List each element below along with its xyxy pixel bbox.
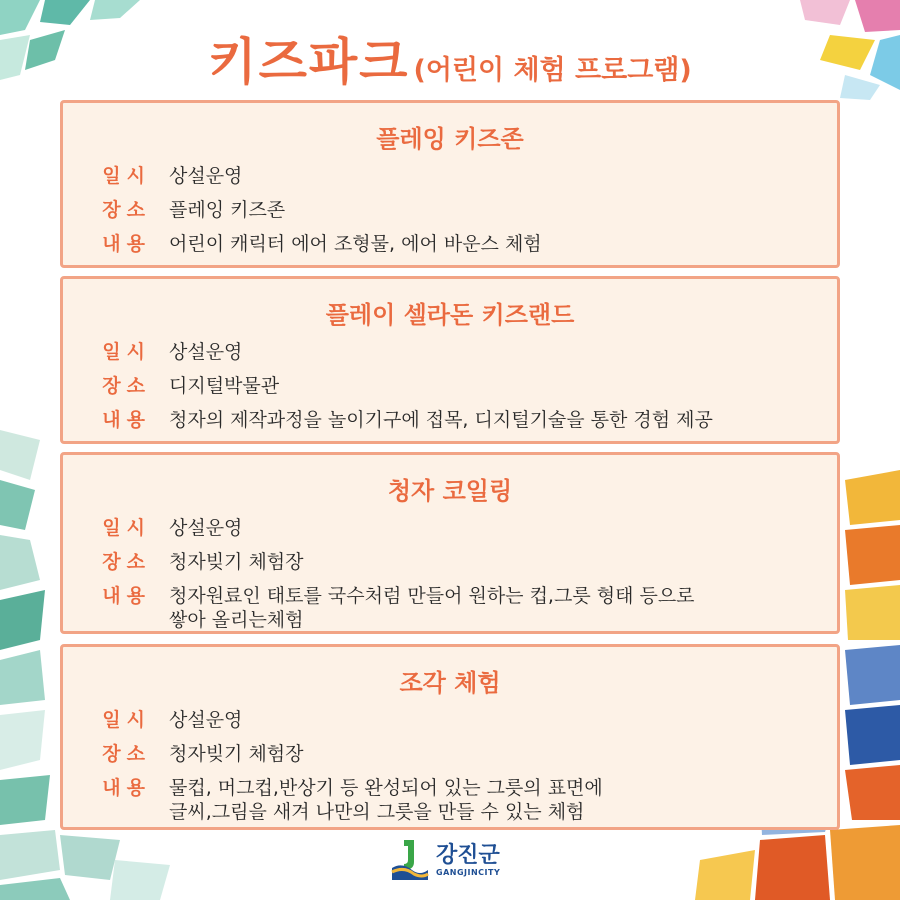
program-card-playing-kidszone xyxy=(60,100,840,268)
program-card-celadon-coiling xyxy=(60,452,840,634)
program-title: 조각 체험 xyxy=(399,669,501,697)
row-place xyxy=(63,550,837,574)
label-place: 장소 xyxy=(102,375,151,397)
value-content: 물컵, 머그컵,반상기 등 완성되어 있는 그릇의 표면에 글씨,그림을 새겨 나만의 그릇을 만들 수 있는 체험 xyxy=(169,777,603,823)
row-content xyxy=(63,408,837,432)
row-content xyxy=(63,232,837,256)
value-place: 청자빚기 체험장 xyxy=(169,743,304,765)
value-date: 상설운영 xyxy=(169,517,243,539)
label-place: 장소 xyxy=(102,551,151,573)
logo-name: 강진군 xyxy=(436,842,500,868)
label-date: 일시 xyxy=(102,517,151,539)
title-main: 키즈파크 xyxy=(208,33,410,91)
row-date xyxy=(63,708,837,732)
value-date: 상설운영 xyxy=(169,709,243,731)
value-place: 디지털박물관 xyxy=(169,375,280,397)
title-sub: (어린이 체험 프로그램) xyxy=(413,55,692,86)
label-place: 장소 xyxy=(102,199,151,221)
row-content xyxy=(63,776,837,824)
label-content: 내용 xyxy=(102,777,151,799)
row-content xyxy=(63,584,837,632)
value-date: 상설운영 xyxy=(169,165,243,187)
label-date: 일시 xyxy=(102,341,151,363)
value-content: 어린이 캐릭터 에어 조형물, 에어 바운스 체험 xyxy=(169,233,542,255)
program-title: 청자 코일링 xyxy=(387,477,513,505)
program-title: 플레잉 키즈존 xyxy=(376,125,524,153)
label-content: 내용 xyxy=(102,585,151,607)
value-date: 상설운영 xyxy=(169,341,243,363)
label-content: 내용 xyxy=(102,233,151,255)
program-card-celadon-kidsland xyxy=(60,276,840,444)
value-place: 청자빚기 체험장 xyxy=(169,551,304,573)
gangjin-logo xyxy=(390,838,500,882)
program-title: 플레이 셀라돈 키즈랜드 xyxy=(325,301,575,329)
label-date: 일시 xyxy=(102,709,151,731)
program-card-carving xyxy=(60,644,840,830)
gangjin-emblem-icon xyxy=(390,838,430,882)
label-content: 내용 xyxy=(102,409,151,431)
row-date xyxy=(63,340,837,364)
row-place xyxy=(63,374,837,398)
value-content: 청자원료인 태토를 국수처럼 만들어 원하는 컵,그릇 형태 등으로 쌓아 올리는체험 xyxy=(169,585,695,631)
value-content: 청자의 제작과정을 놀이기구에 접목, 디지털기술을 통한 경험 제공 xyxy=(169,409,713,431)
row-place xyxy=(63,198,837,222)
row-place xyxy=(63,742,837,766)
row-date xyxy=(63,164,837,188)
value-place: 플레잉 키즈존 xyxy=(169,199,286,221)
logo-en: GANGJINCITY xyxy=(436,867,501,877)
label-date: 일시 xyxy=(102,165,151,187)
row-date xyxy=(63,516,837,540)
page-title xyxy=(0,22,900,94)
label-place: 장소 xyxy=(102,743,151,765)
